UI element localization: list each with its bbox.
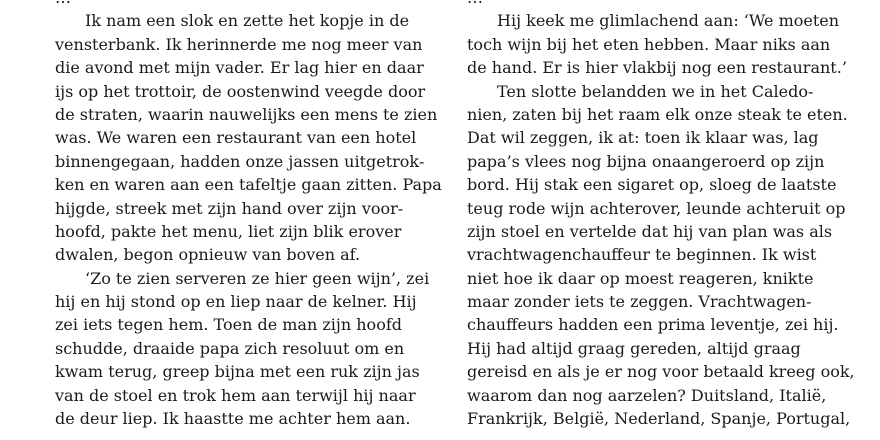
right-page-text <box>467 0 855 430</box>
text-line: hijgde, streek met zijn hand over zijn voor- <box>55 198 404 218</box>
text-line: vrachtwagenchauffeur te beginnen. Ik wist <box>467 245 817 265</box>
text-line: hij en hij stond op en liep naar de kelner. Hij <box>55 292 417 312</box>
text-line: binnengegaan, hadden onze jassen uitgetrok- <box>55 151 425 171</box>
text-line: zei iets tegen hem. Toen de man zijn hoofd <box>55 315 402 335</box>
text-line: bord. Hij stak een sigaret op, sloeg de laatste <box>467 175 837 195</box>
text-line: niet hoe ik daar op moest reageren, knikte <box>467 268 814 288</box>
text-line: schudde, draaide papa zich resoluut om en <box>55 338 405 358</box>
text-line: Hij had altijd graag gereden, altijd graag <box>467 338 801 358</box>
text-line: de hand. Er is hier vlakbij nog een restaurant.’ <box>467 58 847 78</box>
text-line: de deur liep. Ik haastte me achter hem aan. <box>55 409 411 429</box>
text-line: teug rode wijn achterover, leunde achteruit op <box>467 198 846 218</box>
text-line: was. We waren een restaurant van een hotel <box>55 128 417 148</box>
text-line: ken en waren aan een tafeltje gaan zitten. Papa <box>55 175 442 195</box>
text-line: vensterbank. Ik herinnerde me nog meer van <box>55 34 423 54</box>
text-line: zijn stoel en vertelde dat hij van plan was als <box>467 221 833 241</box>
text-line: die avond met mijn vader. Er lag hier en daar <box>55 58 424 78</box>
text-line: waarom dan nog aarzelen? Duitsland, Italië, <box>467 385 827 405</box>
text-line <box>55 0 415 9</box>
text-line: papa’s vlees nog bijna onaangeroerd op zijn <box>467 151 825 171</box>
text-line: van de stoel en trok hem aan terwijl hij naar <box>55 385 416 405</box>
text-line: ijs op het trottoir, de oostenwind veegde door <box>55 81 426 101</box>
text-line: kwam terug, greep bijna met een ruk zijn jas <box>55 362 420 382</box>
text-line: gereisd en als je er nog voor betaald kreeg ook, <box>467 362 855 382</box>
text-line: dwalen, begon opnieuw van boven af. <box>55 245 361 265</box>
text-line: Ik nam een slok en zette het kopje in de <box>85 11 410 31</box>
text-line: hoofd, pakte het menu, liet zijn blik erover <box>55 221 402 241</box>
text-line: Frankrijk, België, Nederland, Spanje, Portugal, <box>467 409 851 429</box>
text-line: maar zonder iets te zeggen. Vrachtwagen- <box>467 292 812 312</box>
text-line: Dat wil zeggen, ik at: toen ik klaar was, lag <box>467 128 819 148</box>
text-line: nien, zaten bij het raam elk onze steak te eten. <box>467 104 848 124</box>
text-line: de straten, waarin nauwelijks een mens te zien <box>55 104 438 124</box>
text-line: toch wijn bij het eten hebben. Maar niks aan <box>467 34 831 54</box>
text-line: chauffeurs hadden een prima leventje, zei hij. <box>467 315 839 335</box>
text-line: ‘Zo te zien serveren ze hier geen wijn’, zei <box>85 268 430 288</box>
text-line: Ten slotte belandden we in het Caledo- <box>497 81 814 101</box>
text-line <box>467 0 827 9</box>
text-line: Hij keek me glimlachend aan: ‘We moeten <box>497 11 840 31</box>
left-page-text <box>55 0 442 430</box>
